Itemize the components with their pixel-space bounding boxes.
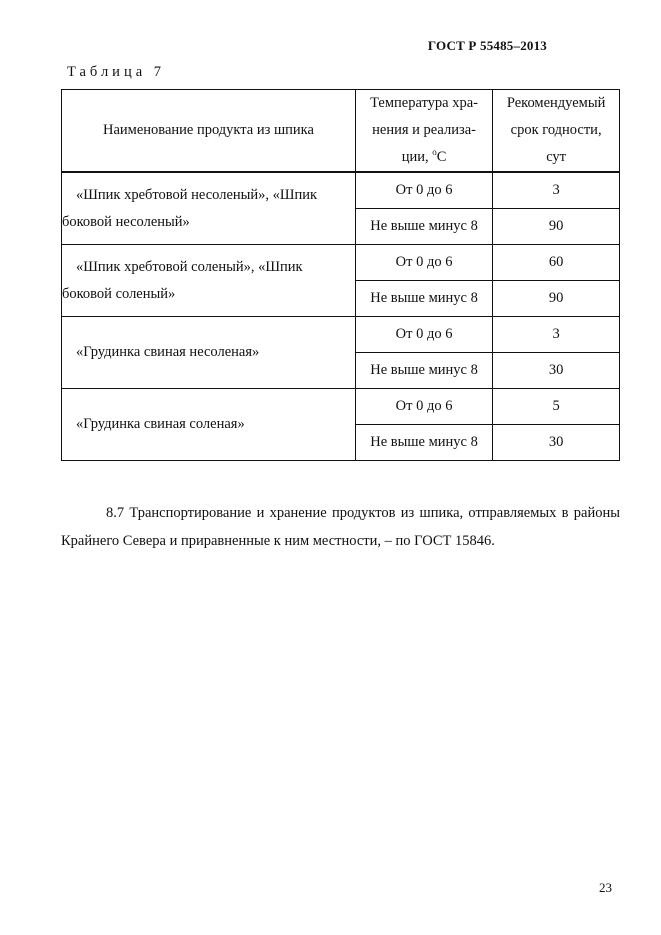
product-name-cell: «Грудинка свиная несоленая» [62, 317, 356, 389]
temperature-cell: Не выше минус 8 [355, 281, 492, 317]
degree-mark: o [432, 147, 437, 157]
column-header-product-label: Наименование продукта из шпика [103, 122, 314, 138]
shelf-life-cell: 30 [493, 425, 620, 461]
shelf-life-cell: 5 [493, 389, 620, 425]
shelf-life-cell: 60 [493, 245, 620, 281]
column-header-shelf-life-label: Рекомендуемый срок годности, сут [506, 95, 606, 165]
table-row [62, 389, 620, 425]
temperature-cell: От 0 до 6 [355, 317, 492, 353]
shelf-life-cell: 3 [493, 317, 620, 353]
table-row [62, 172, 620, 209]
column-header-temperature-label: Температура хра-нения и реализа-ции, [370, 95, 479, 165]
temperature-unit: С [436, 149, 447, 165]
column-header-product [62, 90, 356, 173]
column-header-temperature [355, 90, 492, 173]
shelf-life-cell: 30 [493, 353, 620, 389]
temperature-cell: Не выше минус 8 [355, 425, 492, 461]
temperature-cell: От 0 до 6 [355, 172, 492, 209]
shelf-life-cell: 90 [493, 209, 620, 245]
table-row [62, 317, 620, 353]
product-name-cell: «Шпик хребтовой соленый», «Шпик боковой соленый» [62, 245, 356, 317]
table-caption: Таблица 7 [67, 64, 166, 80]
table-header-row [62, 90, 620, 173]
temperature-cell: Не выше минус 8 [355, 353, 492, 389]
shelf-life-cell: 3 [493, 172, 620, 209]
page-number: 23 [599, 880, 612, 895]
temperature-cell: От 0 до 6 [355, 389, 492, 425]
product-name-cell: «Грудинка свиная соленая» [62, 389, 356, 461]
temperature-cell: От 0 до 6 [355, 245, 492, 281]
column-header-shelf-life [493, 90, 620, 173]
shelf-life-table [61, 89, 620, 461]
body-paragraph: 8.7 Транспортирование и хранение продуктов из шпика, отправляемых в районы Крайнего Севера и приравненные к ним местности, – по ГОСТ 15846. [61, 504, 620, 549]
shelf-life-cell: 90 [493, 281, 620, 317]
product-name-cell: «Шпик хребтовой несоленый», «Шпик боковой несоленый» [62, 172, 356, 245]
standard-code: ГОСТ Р 55485–2013 [427, 38, 547, 53]
table-row [62, 245, 620, 281]
temperature-cell: Не выше минус 8 [355, 209, 492, 245]
